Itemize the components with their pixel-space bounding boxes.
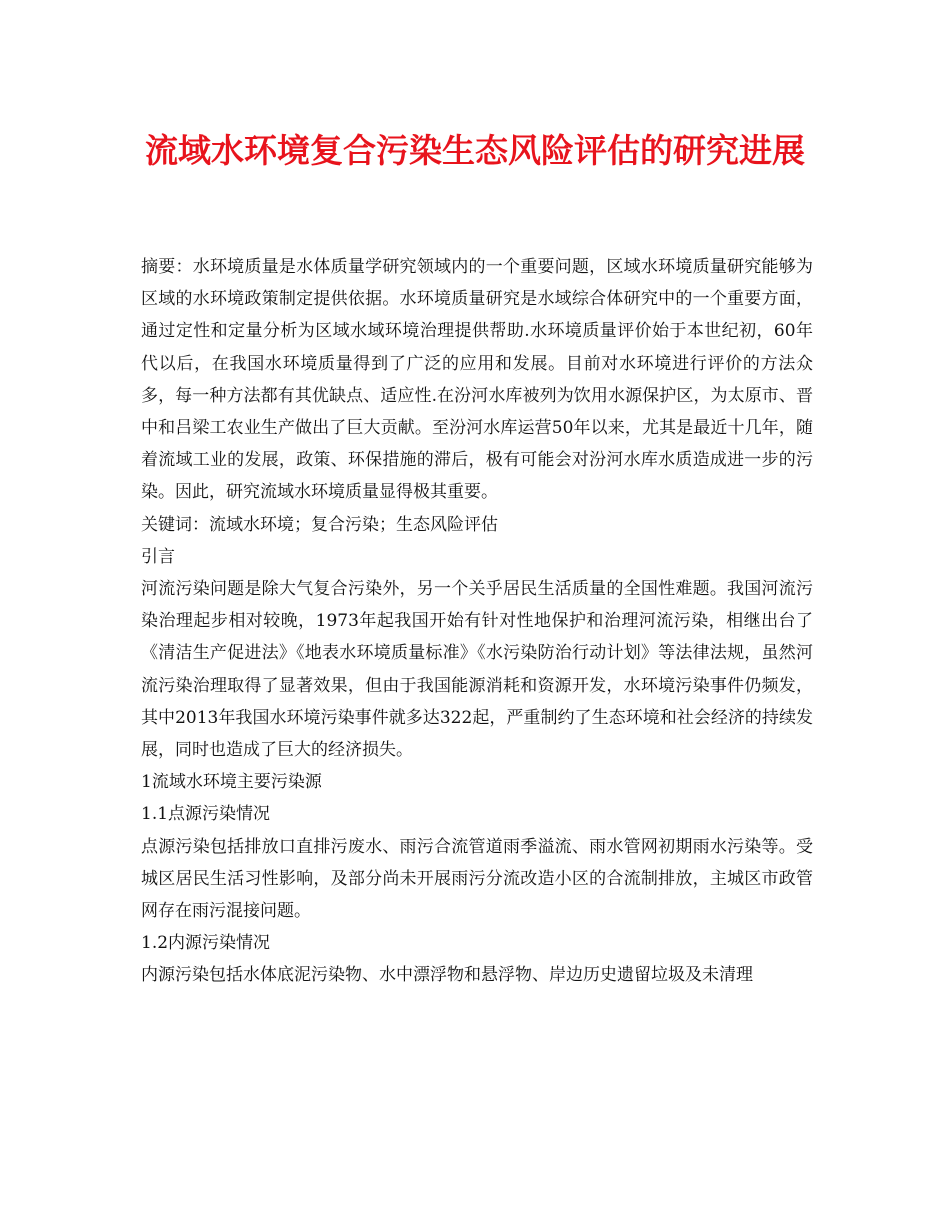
intro-paragraph: 河流污染问题是除大气复合污染外，另一个关乎居民生活质量的全国性难题。我国河流污染治理起步相对较晚，1973年起我国开始有针对性地保护和治理河流污染，相继出台了《清洁生产促进法》《地表水环境质量标准》《水污染防治行动计划》等法律法规，虽然河流污染治理取得了显著效果，但由于我国能源消耗和资源开发，水环境污染事件仍频发，其中2013年我国水环境污染事件就多达322起，严重制约了生态环境和社会经济的持续发展，同时也造成了巨大的经济损失。 [141,579,813,761]
section-1-2-heading: 1.2内源污染情况 [141,933,271,954]
section-1-2-paragraph: 内源污染包括水体底泥污染物、水中漂浮物和悬浮物、岸边历史遗留垃圾及未清理 [141,965,753,986]
section-1-heading: 1流域水环境主要污染源 [141,772,322,793]
document-body [141,251,813,992]
section-1-1-heading: 1.1点源污染情况 [141,804,271,825]
intro-heading: 引言 [141,546,175,567]
keywords-line: 关键词：流域水环境；复合污染；生态风险评估 [141,514,498,535]
abstract-paragraph: 摘要：水环境质量是水体质量学研究领域内的一个重要问题，区域水环境质量研究能够为区域的水环境政策制定提供依据。水环境质量研究是水域综合体研究中的一个重要方面，通过定性和定量分析为区域水域环境治理提供帮助.水环境质量评价始于本世纪初，60年代以后，在我国水环境质量得到了广泛的应用和发展。目前对水环境进行评价的方法众多，每一种方法都有其优缺点、适应性.在汾河水库被列为饮用水源保护区，为太原市、晋中和吕梁工农业生产做出了巨大贡献。至汾河水库运营50年以来，尤其是最近十几年，随着流域工业的发展，政策、环保措施的滞后，极有可能会对汾河水库水质造成进一步的污染。因此，研究流域水环境质量显得极其重要。 [141,257,813,503]
section-1-1-paragraph: 点源污染包括排放口直排污废水、雨污合流管道雨季溢流、雨水管网初期雨水污染等。受城区居民生活习性影响，及部分尚未开展雨污分流改造小区的合流制排放，主城区市政管网存在雨污混接问题。 [141,836,813,922]
document-title: 流域水环境复合污染生态风险评估的研究进展 [145,131,805,170]
